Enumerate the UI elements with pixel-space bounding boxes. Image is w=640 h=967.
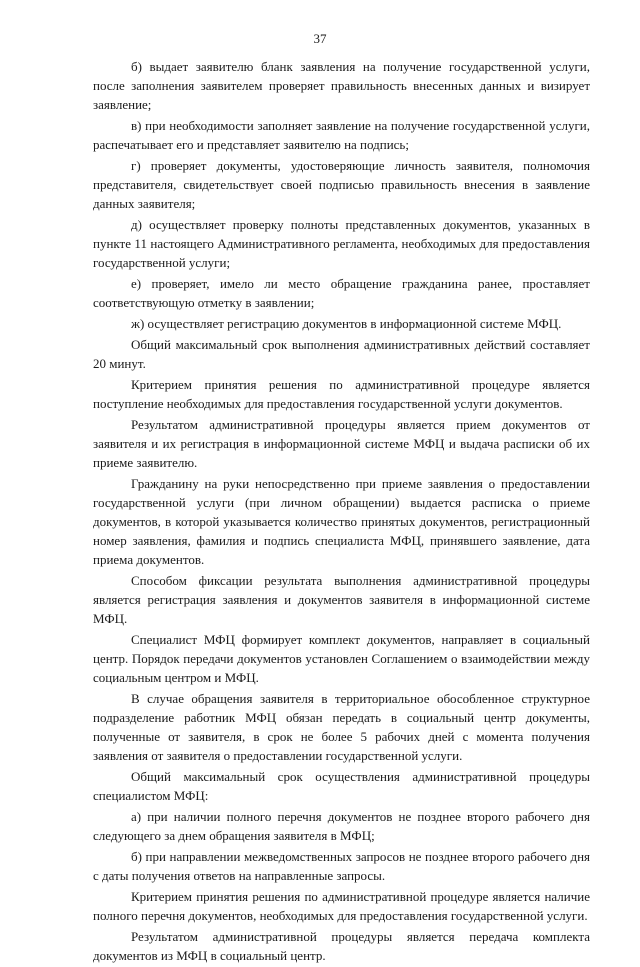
paragraph: Общий максимальный срок осуществления административной процедуры специалистом МФЦ: — [93, 769, 590, 803]
paragraph: Результатом административной процедуры является передача комплекта документов из МФЦ в социальный центр. — [93, 929, 590, 963]
paragraph: д) осуществляет проверку полноты представленных документов, указанных в пункте 11 настоящего Административного регламента, необходимых для предоставления государственной услуги; — [93, 217, 590, 270]
paragraph: В случае обращения заявителя в территориальное обособленное структурное подразделение работник МФЦ обязан передать в социальный центр документы, полученные от заявителя, в срок не более 5 рабочих дней с момента получения заявления от заявителя о предоставлении государственной услуги. — [93, 691, 590, 763]
paragraph: Способом фиксации результата выполнения административной процедуры является регистрация заявления и документов заявителя в информационной системе МФЦ. — [93, 573, 590, 626]
page-number: 37 — [313, 31, 327, 46]
paragraph: Критерием принятия решения по административной процедуре является поступление необходимых для предоставления государственной услуги документов. — [93, 377, 590, 411]
paragraph: е) проверяет, имело ли место обращение гражданина ранее, проставляет соответствующую отметку в заявлении; — [93, 276, 590, 310]
paragraph: г) проверяет документы, удостоверяющие личность заявителя, полномочия представителя, свидетельствует своей подписью правильность внесения в заявление данных заявителя; — [93, 158, 590, 211]
paragraph: Гражданину на руки непосредственно при приеме заявления о предоставлении государственной услуги (при личном обращении) выдается расписка о приеме документов, в которой указывается количество принятых документов, регистрационный номер заявления, фамилия и подпись специалиста МФЦ, принявшего заявление, дата приема документов. — [93, 476, 590, 567]
paragraph: Специалист МФЦ формирует комплект документов, направляет в социальный центр. Порядок передачи документов установлен Соглашением о взаимодействии между социальным центром и МФЦ. — [93, 632, 590, 685]
document-body — [93, 57, 590, 967]
paragraph: Результатом административной процедуры является прием документов от заявителя и их регистрация в информационной системе МФЦ и выдача расписки об их приеме заявителю. — [93, 417, 590, 470]
paragraph: а) при наличии полного перечня документов не позднее второго рабочего дня следующего за днем обращения заявителя в МФЦ; — [93, 809, 590, 843]
paragraph: в) при необходимости заполняет заявление на получение государственной услуги, распечатывает его и представляет заявителю на подпись; — [93, 118, 590, 152]
paragraph: б) при направлении межведомственных запросов не позднее второго рабочего дня с даты получения ответов на направленные запросы. — [93, 849, 590, 883]
paragraph: Общий максимальный срок выполнения административных действий составляет 20 минут. — [93, 337, 590, 371]
paragraph: ж) осуществляет регистрацию документов в информационной системе МФЦ. — [131, 316, 562, 331]
paragraph: Критерием принятия решения по административной процедуре является наличие полного перечня документов, необходимых для предоставления государственной услуги. — [93, 889, 590, 923]
paragraph: б) выдает заявителю бланк заявления на получение государственной услуги, после заполнения заявителем проверяет правильность внесенных данных и визирует заявление; — [93, 59, 590, 112]
